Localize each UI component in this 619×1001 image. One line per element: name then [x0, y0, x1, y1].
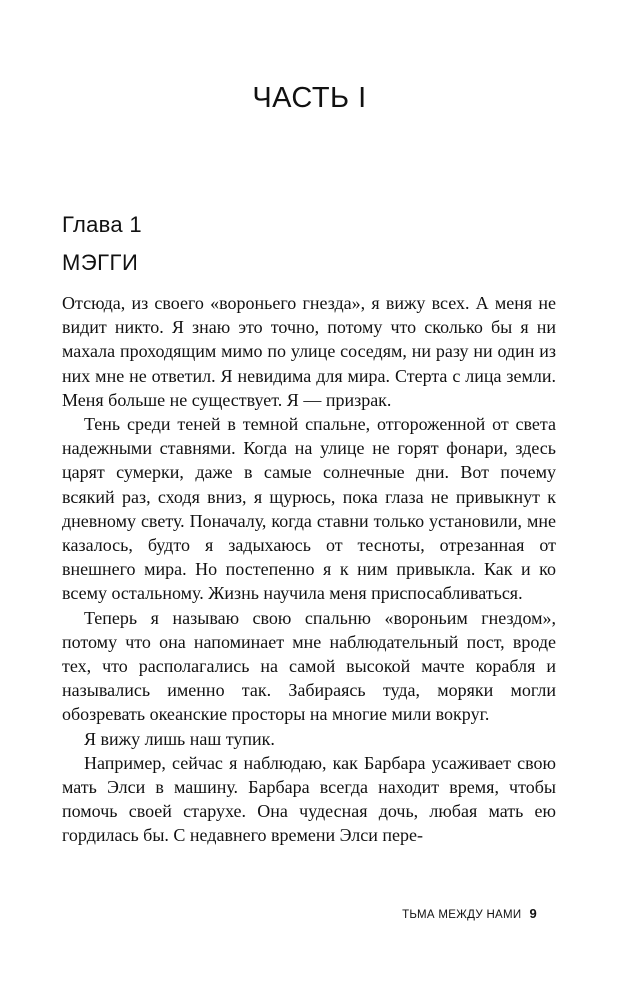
- page-number: 9: [529, 906, 537, 921]
- running-footer: [402, 906, 537, 921]
- part-title: ЧАСТЬ I: [252, 82, 367, 114]
- chapter-label: Глава 1: [62, 212, 142, 237]
- paragraph-2: Тень среди теней в темной спальне, отгороженной от света надежными ставнями. Когда на улице не горят фонари, здесь царят сумерки, даже в самые солнечные дни. Вот почему всякий раз, сходя вниз, я щурюсь, пока глаза не привыкнут к дневному свету. Поначалу, когда ставни только установили, мне казалось, будто я задыхаюсь от тесноты, отрезанная от внешнего мира. Но постепенно я к ним привыкла. Как и ко всему остальному. Жизнь научила меня приспосабливаться.: [62, 414, 556, 604]
- paragraph-5: Например, сейчас я наблюдаю, как Барбара усаживает свою мать Элси в машину. Барбара всегда находит время, чтобы помочь своей старухе. Она чудесная дочь, любая мать ею гордилась бы. С недавнего времени Элси пере-: [62, 752, 556, 846]
- chapter-name: МЭГГИ: [62, 250, 139, 275]
- footer-book-title: ТЬМА МЕЖДУ НАМИ: [402, 909, 522, 921]
- paragraph-1: Отсюда, из своего «вороньего гнезда», я вижу всех. А меня не видит никто. Я знаю это точно, потому что сколько бы я ни махала проходящим мимо по улице соседям, ни разу ни один из них мне не ответил. Я невидима для мира. Стерта с лица земли. Меня больше не существует. Я — призрак.: [62, 293, 556, 410]
- paragraph-3: Теперь я называю свою спальню «вороньим гнездом», потому что она напоминает мне наблюдательный пост, вроде тех, что располагались на самой высокой мачте корабля и назывались именно так. Забираясь туда, моряки могли обозревать океанские просторы на многие мили вокруг.: [62, 607, 556, 725]
- paragraph-4: Я вижу лишь наш тупик.: [84, 728, 275, 749]
- body-text: [62, 291, 556, 848]
